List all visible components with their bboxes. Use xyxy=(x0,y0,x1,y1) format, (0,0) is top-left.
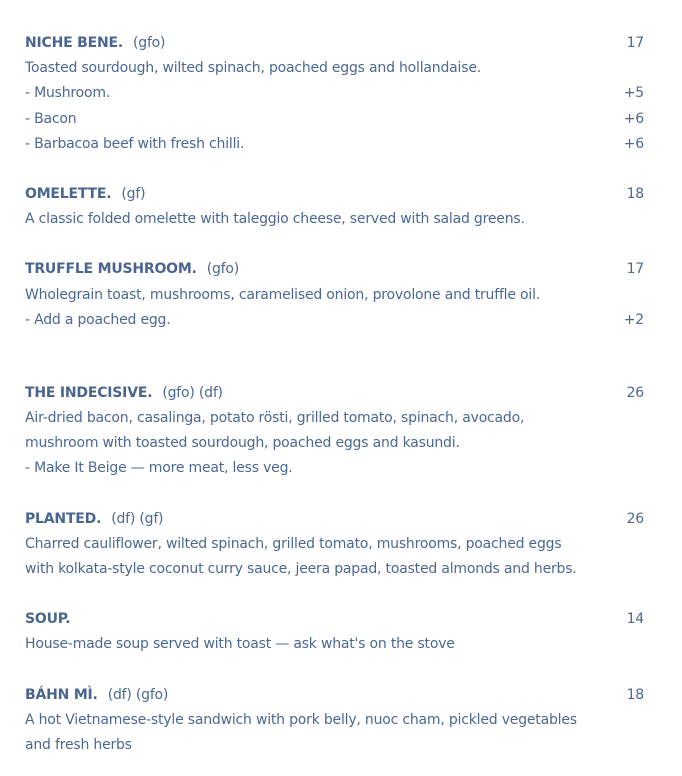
menu-item xyxy=(25,182,644,232)
menu-item-title xyxy=(25,683,168,708)
menu-item-price: 26 xyxy=(626,510,644,527)
dietary-tags: (df) (gf) xyxy=(111,510,164,527)
menu-item-line xyxy=(25,733,644,758)
menu-item-description: and fresh herbs xyxy=(25,736,132,753)
menu-item-name: THE INDECISIVE. xyxy=(25,384,153,401)
menu-item-description: House-made soup served with toast — ask what's on the stove xyxy=(25,636,455,653)
menu-item-description: A classic folded omelette with taleggio cheese, served with salad greens. xyxy=(25,211,525,228)
menu-item xyxy=(25,683,644,759)
menu-item xyxy=(25,31,644,157)
menu-item-header xyxy=(25,182,644,207)
menu-item-description: - Bacon xyxy=(25,110,77,127)
menu-item-description: - Mushroom. xyxy=(25,85,111,102)
menu-item-header xyxy=(25,507,644,532)
menu-item-line xyxy=(25,207,644,232)
menu-item-title xyxy=(25,381,223,406)
menu-item-price: 18 xyxy=(626,686,644,703)
menu-item-name: TRUFFLE MUSHROOM. xyxy=(25,261,197,278)
menu-item-description: with kolkata-style coconut curry sauce, jeera papad, toasted almonds and herbs. xyxy=(25,561,577,577)
dietary-tags: (gfo) xyxy=(133,35,166,51)
addon-price: +6 xyxy=(623,110,644,127)
menu-item-line xyxy=(25,406,644,431)
menu-item-line xyxy=(25,532,644,557)
menu-item-header xyxy=(25,381,644,406)
menu-item-price: 14 xyxy=(626,611,644,628)
menu-item-line xyxy=(25,132,644,157)
menu-item-line xyxy=(25,431,644,456)
menu-item-name: NICHE BENE. xyxy=(25,35,123,51)
menu-item-name: OMELETTE. xyxy=(25,185,112,202)
menu-item-title xyxy=(25,607,80,632)
menu-item-line xyxy=(25,283,644,308)
addon-price: +6 xyxy=(623,135,644,152)
menu-item-line xyxy=(25,308,644,333)
menu-item-description: Wholegrain toast, mushrooms, caramelised onion, provolone and truffle oil. xyxy=(25,286,541,303)
menu-item-name: SOUP. xyxy=(25,611,71,628)
menu-item xyxy=(25,381,644,482)
menu-item xyxy=(25,607,644,657)
menu-item-description: - Barbacoa beef with fresh chilli. xyxy=(25,135,245,152)
menu-item-description: Charred cauliflower, wilted spinach, grilled tomato, mushrooms, poached eggs xyxy=(25,535,562,552)
dietary-tags: (df) (gfo) xyxy=(107,686,169,703)
menu-item-line xyxy=(25,107,644,132)
dietary-tags: (gfo) (df) xyxy=(162,384,223,401)
menu-item-price: 26 xyxy=(626,384,644,401)
menu-item-description: Air-dried bacon, casalinga, potato rösti, grilled tomato, spinach, avocado, xyxy=(25,410,525,427)
dietary-tags: (gfo) xyxy=(206,261,240,278)
menu-item-price: 18 xyxy=(626,185,644,202)
menu-item-title xyxy=(25,182,145,207)
menu-item-price: 17 xyxy=(626,261,644,278)
menu-item-price: 17 xyxy=(626,35,644,51)
addon-price: +2 xyxy=(623,311,644,328)
menu-item-line xyxy=(25,456,644,481)
menu-item-description: - Add a poached egg. xyxy=(25,311,171,328)
menu-item-name: PLANTED. xyxy=(25,510,102,527)
menu-item-title xyxy=(25,507,163,532)
menu-item-description: - Make It Beige — more meat, less veg. xyxy=(25,460,293,477)
menu-item-title xyxy=(25,31,165,56)
menu-item-header xyxy=(25,607,644,632)
menu-item-name: BÁHN MÌ. xyxy=(25,686,98,703)
menu-item-description: Toasted sourdough, wilted spinach, poached eggs and hollandaise. xyxy=(25,60,481,77)
menu-item-line xyxy=(25,557,644,582)
menu-item-header xyxy=(25,257,644,282)
menu-item xyxy=(25,507,644,583)
menu-item-header xyxy=(25,683,644,708)
menu-item-line xyxy=(25,56,644,81)
menu-item-line xyxy=(25,632,644,657)
addon-price: +5 xyxy=(623,85,644,102)
menu-item xyxy=(25,257,644,333)
menu-item-header xyxy=(25,31,644,56)
dietary-tags: (gf) xyxy=(121,185,146,202)
menu-item-description: A hot Vietnamese-style sandwich with pork belly, nuoc cham, pickled vegetables xyxy=(25,711,577,728)
menu-item-description: mushroom with toasted sourdough, poached eggs and kasundi. xyxy=(25,435,460,452)
menu-item-line xyxy=(25,81,644,106)
menu-item-title xyxy=(25,257,239,282)
menu-item-line xyxy=(25,708,644,733)
